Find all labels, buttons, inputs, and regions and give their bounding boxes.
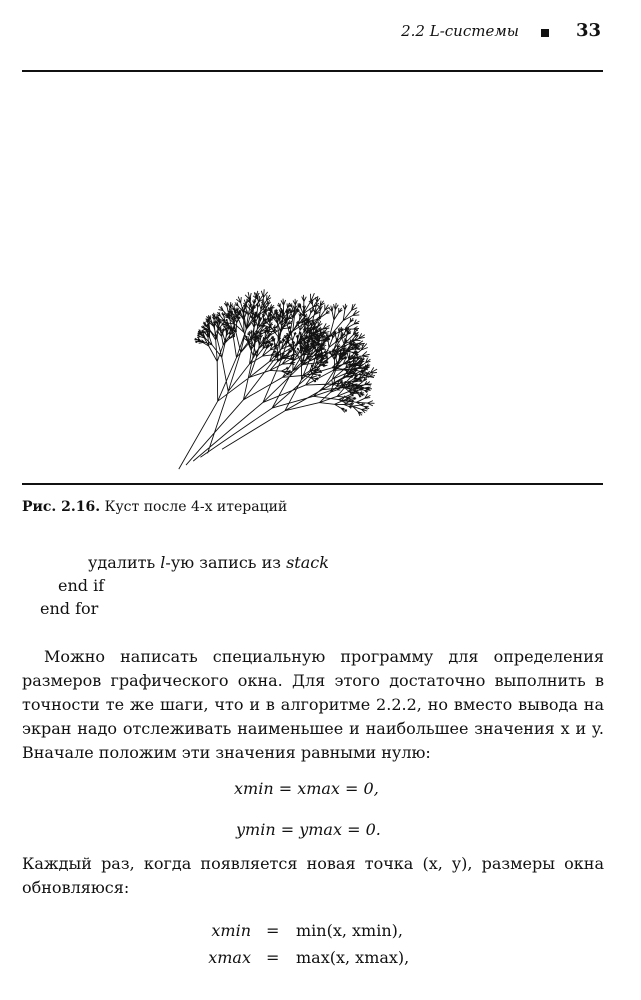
code-var: l bbox=[160, 553, 166, 572]
figure-caption bbox=[22, 499, 287, 515]
code-line-1 bbox=[88, 553, 329, 572]
rule-op: = bbox=[266, 948, 280, 967]
rule-lhs: xmax bbox=[208, 948, 251, 967]
rule-rhs: max(x, xmax), bbox=[296, 948, 410, 967]
section-title: 2.2 L-системы bbox=[401, 22, 519, 40]
figure-rule bbox=[22, 483, 603, 485]
code-text: удалить bbox=[88, 553, 161, 572]
page-number: 33 bbox=[575, 20, 601, 41]
equation-x: xmin = xmax = 0, bbox=[234, 779, 379, 798]
rule-lhs: xmin bbox=[211, 921, 251, 940]
code-line-2: end if bbox=[58, 576, 105, 595]
running-head bbox=[22, 20, 601, 46]
paragraph-2: Каждый раз, когда появляется новая точка (x, y), размеры окна обновляюся: bbox=[22, 854, 604, 897]
code-line-3: end for bbox=[40, 599, 99, 618]
figure-label: Рис. 2.16. bbox=[22, 499, 101, 515]
bullet-icon bbox=[541, 29, 549, 37]
bush-figure bbox=[150, 78, 510, 473]
code-text: -ую запись из bbox=[165, 553, 287, 572]
rule-op: = bbox=[266, 921, 280, 940]
code-stack: stack bbox=[286, 553, 329, 572]
equation-y: ymin = ymax = 0. bbox=[236, 820, 381, 839]
rule-rhs: min(x, xmin), bbox=[296, 921, 403, 940]
paragraph-1: Можно написать специальную программу для определения размеров графического окна. Для этого достаточно выполнить в точности те же шаги, что и в алгоритме 2.2.2, но вместо вывода на экран надо отслеживать наименьшее и наибольшее значения x и y. Вначале положим эти значения равными нулю: bbox=[22, 647, 604, 762]
header-rule bbox=[22, 70, 603, 72]
figure-caption-text: Куст после 4-х итераций bbox=[104, 499, 288, 515]
bush-branches bbox=[179, 289, 377, 469]
